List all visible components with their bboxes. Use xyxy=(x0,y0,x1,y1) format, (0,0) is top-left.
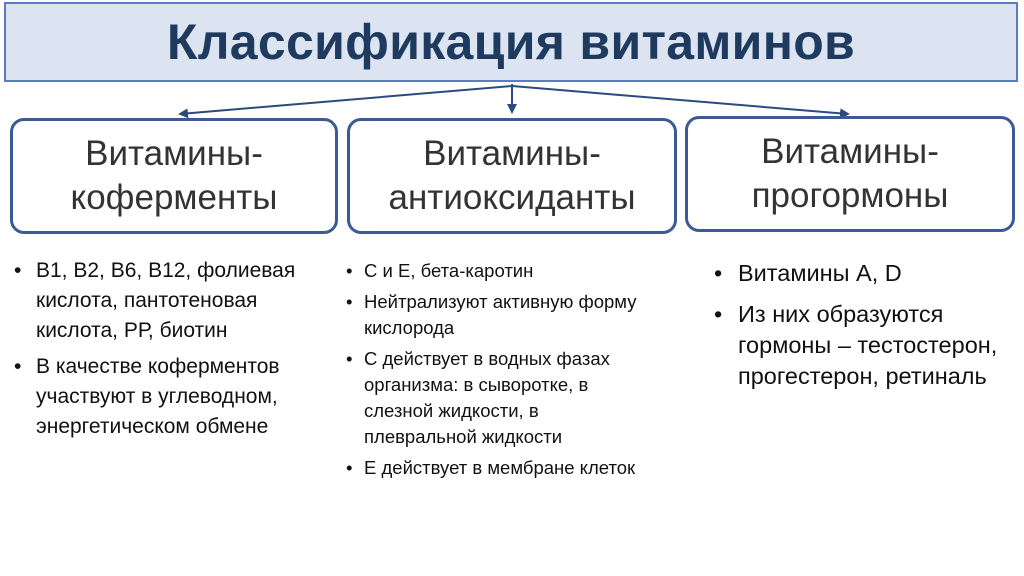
category-label-line: антиоксиданты xyxy=(388,178,636,217)
list-item xyxy=(346,258,646,284)
category-label-line: Витамины- xyxy=(85,134,263,173)
arrow-to-coenzymes xyxy=(180,86,512,114)
bullet-icon: • xyxy=(346,457,353,478)
list-item xyxy=(714,299,1014,392)
list-item-text: С действует в водных фазах организма: в сыворотке, в слезной жидкости, в плевральной жидкости xyxy=(364,348,610,447)
list-item xyxy=(714,258,1014,289)
bullet-icon: • xyxy=(714,301,723,327)
bullet-list-prohormones xyxy=(714,258,1014,402)
bullet-icon: • xyxy=(346,348,353,369)
list-item-text: В1, В2, В6, В12, фолиевая кислота, пантотеновая кислота, РР, биотин xyxy=(36,259,296,342)
bullet-icon: • xyxy=(14,355,22,378)
category-box-prohormones xyxy=(685,116,1015,232)
list-item-text: Витамины А, D xyxy=(738,260,902,286)
list-item-text: С и Е, бета-каротин xyxy=(364,260,534,281)
bullet-icon: • xyxy=(14,259,22,282)
list-item xyxy=(346,346,646,450)
bullet-icon: • xyxy=(346,291,353,312)
list-item xyxy=(14,256,334,346)
list-item-text: Из них образуются гормоны – тестостерон, прогестерон, ретиналь xyxy=(738,301,998,389)
list-item-text: В качестве коферментов участвуют в углеводном, энергетическом обмене xyxy=(36,355,280,438)
arrow-to-prohormones xyxy=(512,86,848,114)
slide-title: Классификация витаминов xyxy=(166,14,856,70)
list-item-text: Нейтрализуют активную форму кислорода xyxy=(364,291,637,338)
bullet-icon: • xyxy=(346,260,353,281)
list-item-text: Е действует в мембране клеток xyxy=(364,457,636,478)
list-item xyxy=(346,289,646,341)
category-box-antioxidants xyxy=(347,118,677,234)
list-item xyxy=(346,455,646,481)
category-label-line: прогормоны xyxy=(751,176,949,215)
title-banner xyxy=(4,2,1018,82)
category-label-line: Витамины- xyxy=(423,134,601,173)
bullet-icon: • xyxy=(714,260,723,286)
category-label-line: Витамины- xyxy=(761,132,939,171)
bullet-list-coenzymes xyxy=(14,256,334,448)
bullet-list-antioxidants xyxy=(346,258,646,486)
list-item xyxy=(14,352,334,442)
category-label-line: коферменты xyxy=(70,178,278,217)
category-box-coenzymes xyxy=(10,118,338,234)
